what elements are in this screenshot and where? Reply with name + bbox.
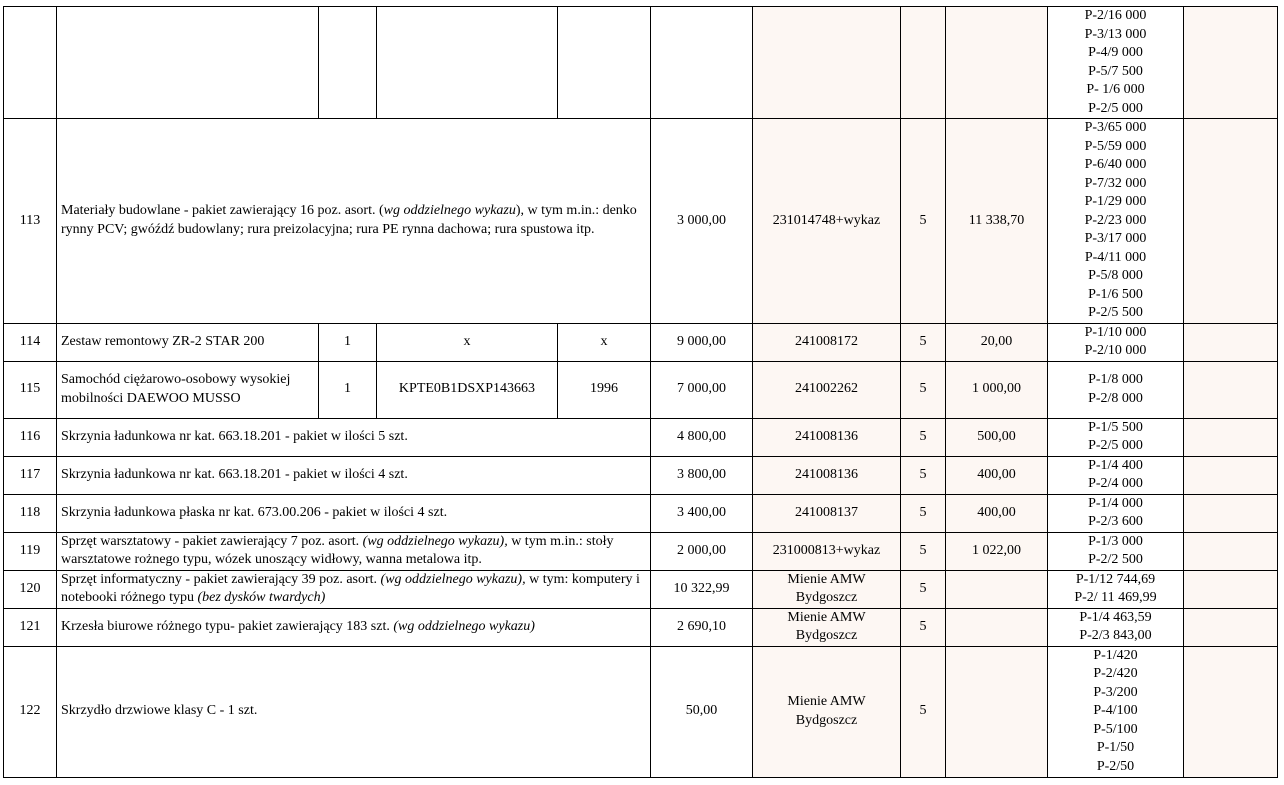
item-value: 2 000,00: [651, 532, 753, 570]
item-name-text: ), w tym m.in.: denko rynny PCV; gwóźdź budowlany; rura preizolacyjna; rura PE rynna dachowa; rura spustowa itp.: [61, 203, 637, 237]
price-list: [1048, 361, 1184, 418]
price-list: [1048, 456, 1184, 494]
item-rate: 5: [901, 361, 946, 418]
item-value: 3 800,00: [651, 456, 753, 494]
price-entry: P-6/40 000: [1084, 157, 1147, 172]
row-number: 119: [4, 532, 57, 570]
item-min-price: [946, 646, 1048, 777]
price-entry: P-3/13 000: [1084, 26, 1147, 42]
item-min-price: 400,00: [946, 456, 1048, 494]
price-list: [1048, 323, 1184, 361]
price-entry: P-1/420: [1093, 647, 1138, 663]
price-entry: P-5/8 000: [1088, 268, 1143, 283]
price-entry: P-5/7 500: [1088, 63, 1143, 79]
price-entry: P-2/3 600: [1088, 514, 1143, 529]
item-min-price: 500,00: [946, 418, 1048, 456]
price-entry: P-1/29 000: [1084, 194, 1147, 209]
item-index: 241008136: [753, 418, 901, 456]
item-value: 7 000,00: [651, 361, 753, 418]
table-row: [4, 646, 1278, 777]
price-entry: P-1/12 744,69: [1075, 571, 1156, 587]
item-min-price: [946, 608, 1048, 646]
price-entry: P-2/5 000: [1088, 438, 1143, 453]
price-entry: P-3/65 000: [1084, 120, 1147, 135]
price-entry: P-2/3 843,00: [1079, 628, 1152, 643]
item-min-price: 11 338,70: [946, 119, 1048, 324]
table-row: [4, 494, 1278, 532]
item-name-text: w tym: komputery i notebooki różnego typu: [61, 571, 640, 605]
item-year: x: [558, 323, 651, 361]
notes-cell: [1184, 323, 1278, 361]
item-value: [651, 7, 753, 119]
item-name: Zestaw remontowy ZR-2 STAR 200: [57, 323, 319, 361]
price-entry: P-1/3 000: [1088, 533, 1143, 549]
item-rate: 5: [901, 119, 946, 324]
item-index: Mienie AMW Bydgoszcz: [753, 646, 901, 777]
price-list: [1048, 418, 1184, 456]
price-entry: P-2/8 000: [1088, 390, 1143, 406]
row-number: 118: [4, 494, 57, 532]
price-list: [1048, 532, 1184, 570]
item-min-price: 400,00: [946, 494, 1048, 532]
price-entry: P-5/100: [1093, 721, 1138, 737]
row-number: 120: [4, 570, 57, 608]
price-entry: P-1/50: [1096, 740, 1135, 756]
row-number: 114: [4, 323, 57, 361]
item-index: Mienie AMW Bydgoszcz: [753, 570, 901, 608]
table-row: [4, 361, 1278, 418]
item-value: 50,00: [651, 646, 753, 777]
row-number: 116: [4, 418, 57, 456]
row-number: 115: [4, 361, 57, 418]
price-list: [1048, 608, 1184, 646]
item-rate: 5: [901, 494, 946, 532]
item-index: 241002262: [753, 361, 901, 418]
item-value: 3 400,00: [651, 494, 753, 532]
item-value: 2 690,10: [651, 608, 753, 646]
row-number: [4, 7, 57, 119]
table-row: [4, 119, 1278, 324]
notes-cell: [1184, 646, 1278, 777]
table-row: [4, 532, 1278, 570]
item-index: 231000813+wykaz: [753, 532, 901, 570]
inventory-table: [3, 6, 1278, 778]
price-entry: P-7/32 000: [1084, 175, 1147, 191]
item-rate: 5: [901, 608, 946, 646]
item-year: 1996: [558, 361, 651, 418]
item-name: [57, 570, 651, 608]
item-quantity: 1: [319, 361, 377, 418]
item-name: [57, 608, 651, 646]
table-row: [4, 456, 1278, 494]
price-entry: P-1/8 000: [1088, 372, 1143, 387]
item-name: [57, 532, 651, 570]
price-list: [1048, 646, 1184, 777]
item-name-italic: wg oddzielnego wykazu: [383, 203, 516, 219]
price-entry: P-1/4 000: [1088, 495, 1143, 511]
table-row: [4, 323, 1278, 361]
row-number: 113: [4, 119, 57, 324]
item-index: Mienie AMW Bydgoszcz: [753, 608, 901, 646]
price-entry: P- 1/6 000: [1086, 82, 1145, 97]
item-name-italic: (wg oddzielnego wykazu): [393, 618, 535, 634]
price-list: [1048, 570, 1184, 608]
price-entry: P-2/420: [1093, 666, 1138, 682]
item-index: 241008172: [753, 323, 901, 361]
item-name-text: Krzesła biurowe różnego typu- pakiet zawierający 183 szt.: [61, 618, 394, 634]
price-entry: P-4/100: [1093, 703, 1138, 719]
table-row: [4, 418, 1278, 456]
item-name: [57, 119, 651, 324]
item-rate: 5: [901, 456, 946, 494]
price-list: [1048, 119, 1184, 324]
notes-cell: [1184, 119, 1278, 324]
item-rate: [901, 7, 946, 119]
item-name: Skrzynia ładunkowa płaska nr kat. 673.00.206 - pakiet w ilości 4 szt.: [57, 494, 651, 532]
item-index: [753, 7, 901, 119]
item-name: Samochód ciężarowo-osobowy wysokiej mobilności DAEWOO MUSSO: [57, 361, 319, 418]
price-entry: P-1/5 500: [1088, 419, 1143, 435]
item-min-price: [946, 7, 1048, 119]
price-entry: P-1/10 000: [1084, 324, 1147, 340]
price-entry: P-2/2 500: [1088, 552, 1143, 567]
item-min-price: 1 022,00: [946, 532, 1048, 570]
item-serial: x: [377, 323, 558, 361]
table-row: [4, 608, 1278, 646]
notes-cell: [1184, 456, 1278, 494]
notes-cell: [1184, 361, 1278, 418]
item-value: 9 000,00: [651, 323, 753, 361]
item-min-price: 20,00: [946, 323, 1048, 361]
item-name-text: Sprzęt informatyczny - pakiet zawierający 39 poz. asort.: [61, 571, 381, 587]
row-number: 117: [4, 456, 57, 494]
price-entry: P-5/59 000: [1084, 138, 1147, 154]
item-rate: 5: [901, 323, 946, 361]
item-name-text: Sprzęt warsztatowy - pakiet zawierający 7 poz. asort.: [61, 533, 363, 549]
item-serial: KPTE0B1DSXP143663: [377, 361, 558, 418]
item-year: [558, 7, 651, 119]
price-entry: P-4/11 000: [1084, 249, 1147, 265]
price-entry: P-1/4 463,59: [1079, 609, 1152, 625]
item-name: [57, 7, 319, 119]
price-entry: P-2/5 000: [1088, 100, 1143, 116]
item-index: 241008136: [753, 456, 901, 494]
item-min-price: [946, 570, 1048, 608]
item-name-text: Materiały budowlane - pakiet zawierający 16 poz. asort. (: [61, 203, 384, 219]
notes-cell: [1184, 532, 1278, 570]
price-entry: P-1/6 500: [1088, 286, 1143, 302]
item-quantity: 1: [319, 323, 377, 361]
notes-cell: [1184, 7, 1278, 119]
price-list: [1048, 7, 1184, 119]
price-entry: P-2/16 000: [1084, 8, 1147, 23]
item-value: 3 000,00: [651, 119, 753, 324]
price-entry: P-2/23 000: [1084, 212, 1147, 228]
item-rate: 5: [901, 646, 946, 777]
item-value: 4 800,00: [651, 418, 753, 456]
item-rate: 5: [901, 532, 946, 570]
item-name: Skrzynia ładunkowa nr kat. 663.18.201 - pakiet w ilości 5 szt.: [57, 418, 651, 456]
item-index: 241008137: [753, 494, 901, 532]
price-entry: P-2/5 500: [1088, 305, 1143, 320]
item-value: 10 322,99: [651, 570, 753, 608]
price-entry: P-3/200: [1093, 684, 1138, 700]
price-entry: P-2/50: [1096, 758, 1135, 774]
notes-cell: [1184, 570, 1278, 608]
notes-cell: [1184, 418, 1278, 456]
price-entry: P-2/4 000: [1088, 476, 1143, 491]
item-name-italic: (bez dysków twardych): [197, 590, 326, 605]
table-row: [4, 570, 1278, 608]
notes-cell: [1184, 494, 1278, 532]
item-name: Skrzynia ładunkowa nr kat. 663.18.201 - pakiet w ilości 4 szt.: [57, 456, 651, 494]
item-min-price: 1 000,00: [946, 361, 1048, 418]
row-number: 122: [4, 646, 57, 777]
price-entry: P-3/17 000: [1084, 231, 1147, 246]
row-number: 121: [4, 608, 57, 646]
price-entry: P-2/ 11 469,99: [1074, 590, 1157, 605]
item-name: Skrzydło drzwiowe klasy C - 1 szt.: [57, 646, 651, 777]
item-name-italic: (wg oddzielnego wykazu),: [380, 571, 526, 587]
price-entry: P-2/10 000: [1084, 343, 1147, 358]
item-name-italic: (wg oddzielnego wykazu),: [362, 533, 508, 549]
item-rate: 5: [901, 570, 946, 608]
price-entry: P-1/4 400: [1088, 457, 1143, 473]
item-serial: [377, 7, 558, 119]
item-name-text: w tym m.in.: stoły warsztatowe rożnego typu, wózek unoszący widłowy, wanna metalowa itp.: [61, 533, 614, 567]
item-index: 231014748+wykaz: [753, 119, 901, 324]
notes-cell: [1184, 608, 1278, 646]
price-list: [1048, 494, 1184, 532]
item-quantity: [319, 7, 377, 119]
item-rate: 5: [901, 418, 946, 456]
price-entry: P-4/9 000: [1088, 45, 1143, 60]
table-row: [4, 7, 1278, 119]
